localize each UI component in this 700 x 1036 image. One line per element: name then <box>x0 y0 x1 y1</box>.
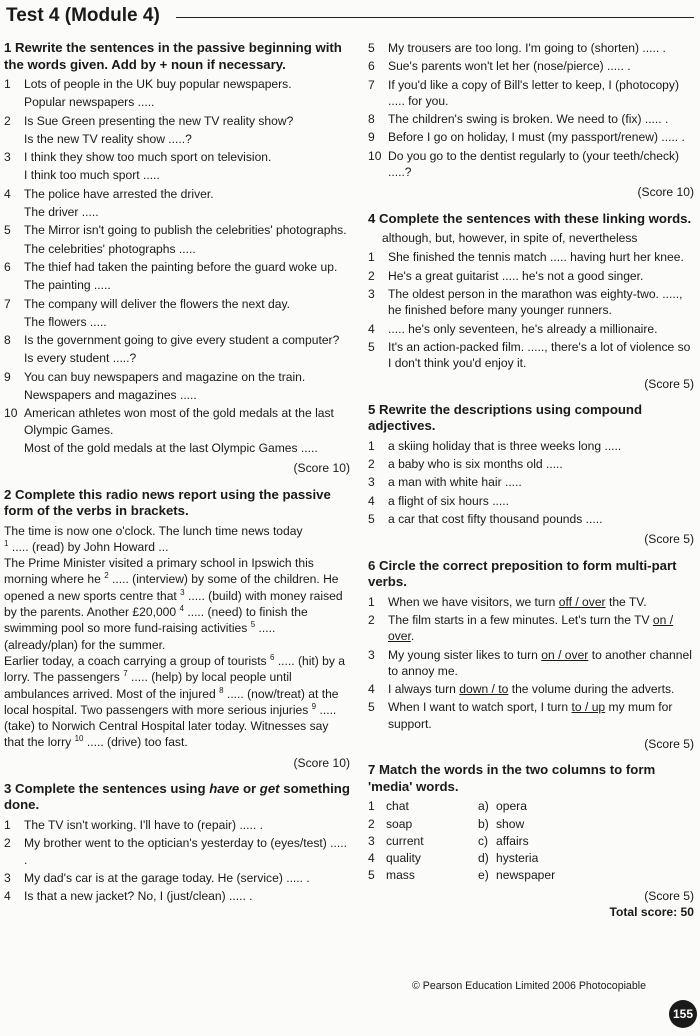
section-4-list <box>368 249 694 371</box>
section-1-score: (Score 10) <box>293 461 350 476</box>
item-text: The police have arrested the driver. <box>24 186 214 201</box>
match-right-word: affairs <box>496 833 529 848</box>
item-number: 2 <box>368 457 375 472</box>
item-text: My dad's car is at the garage today. He (service) ..... . <box>24 870 310 885</box>
item-text: He's a great guitarist ..... he's not a good singer. <box>388 268 644 283</box>
section-2-score: (Score 10) <box>293 755 350 770</box>
item-number: 1 <box>4 77 11 91</box>
list-item <box>368 456 694 472</box>
item-number: 4 <box>368 321 375 336</box>
preposition-choice[interactable]: on / over <box>388 612 674 644</box>
match-left-number: 3 <box>368 833 375 848</box>
section-5-heading: 5 Rewrite the descriptions using compound adjectives. <box>368 401 643 434</box>
item-text: The company will deliver the flowers the next day. <box>24 296 290 311</box>
item-number: 7 <box>4 296 11 311</box>
list-item <box>4 369 350 385</box>
list-item <box>368 129 694 145</box>
list-item <box>368 40 694 56</box>
preposition-choice[interactable]: down / to <box>459 682 509 697</box>
list-item <box>368 77 694 110</box>
match-left-number: 2 <box>368 816 375 831</box>
item-text: American athletes won most of the gold medals at the last Olympic Games. <box>24 406 334 437</box>
list-item <box>368 474 694 490</box>
match-right-word: opera <box>496 799 527 814</box>
item-text: You can buy newspapers and magazine on the train. <box>24 369 306 384</box>
item-text: She finished the tennis match ..... having hurt her knee. <box>388 250 684 265</box>
section-3-list-continued <box>368 40 694 180</box>
list-item <box>368 286 694 319</box>
list-item <box>368 148 694 181</box>
list-item <box>4 186 350 202</box>
list-item <box>4 296 350 312</box>
item-text: Do you go to the dentist regularly to (your teeth/check) .....? <box>388 148 680 180</box>
list-item <box>4 76 350 92</box>
match-right-word: newspaper <box>496 868 556 883</box>
item-text: The Mirror isn't going to publish the celebrities' photographs. <box>24 223 347 238</box>
total-score: Total score: 50 <box>609 905 694 920</box>
item-text: a skiing holiday that is three weeks long ..... <box>388 438 622 453</box>
item-text: Is that a new jacket? No, I (just/clean) ..... . <box>24 889 253 904</box>
copyright-footer: © Pearson Education Limited 2006 Photocopiable <box>412 980 646 992</box>
match-left-number: 5 <box>368 868 375 883</box>
item-text: It's an action-packed film. ....., there's a lot of violence so I don't think you'd enjoy it. <box>388 339 691 371</box>
item-number: 7 <box>368 77 375 92</box>
list-item: 1 When we have visitors, we turn off / over the TV. <box>368 594 647 609</box>
list-item <box>368 58 694 74</box>
list-item <box>368 511 694 527</box>
item-number: 2 <box>368 268 375 283</box>
item-number: 4 <box>368 493 375 508</box>
match-left-number: 4 <box>368 851 375 866</box>
list-item <box>368 438 694 454</box>
item-number: 3 <box>4 870 11 885</box>
list-item <box>4 405 350 438</box>
list-item: 5 When I want to watch sport, I turn to / up my mum for support. <box>368 700 673 731</box>
section-3-heading: 3 Complete the sentences using have or get something done. <box>4 780 350 813</box>
list-item <box>4 835 350 868</box>
item-number: 4 <box>4 889 11 904</box>
item-number: 9 <box>4 369 11 384</box>
right-column <box>368 40 694 920</box>
item-number: 6 <box>368 59 375 74</box>
page-number: 155 <box>669 1000 697 1028</box>
item-text: Sue's parents won't let her (nose/pierce) ..... . <box>388 59 631 74</box>
item-number: 8 <box>4 333 11 348</box>
list-item <box>4 113 350 129</box>
section-1-heading: 1 Rewrite the sentences in the passive beginning with the words given. Add by + noun if necessary. <box>4 40 342 72</box>
item-text: The oldest person in the marathon was eighty-two. ....., he finished before many younger runners. <box>388 287 683 318</box>
item-number: 3 <box>368 475 375 490</box>
item-number: 1 <box>368 438 375 453</box>
item-number: 9 <box>368 130 375 145</box>
match-right-word: hysteria <box>496 851 539 866</box>
list-item <box>368 321 694 337</box>
item-number: 5 <box>4 223 11 238</box>
item-prompt: The driver ..... <box>24 205 99 220</box>
linking-words: although, but, however, in spite of, nevertheless <box>382 231 638 246</box>
match-right-letter: b) <box>478 816 489 831</box>
item-text: Is the government going to give every student a computer? <box>24 333 340 348</box>
item-number: 1 <box>4 817 11 832</box>
page-title: Test 4 (Module 4) <box>6 5 160 26</box>
match-left-word: current <box>386 833 424 848</box>
item-number: 5 <box>368 512 375 527</box>
item-text: My brother went to the optician's yesterday to (eyes/test) ..... . <box>24 836 347 867</box>
preposition-choice[interactable]: to / up <box>571 700 606 715</box>
section-5-list <box>368 438 694 527</box>
match-left-word: quality <box>386 851 421 866</box>
news-paragraph-1: The time is now one o'clock. The lunch time news today $^1$ ..... (read) by John Howard ... <box>4 523 303 554</box>
item-number: 8 <box>368 112 375 127</box>
item-prompt: Newspapers and magazines ..... <box>24 388 197 403</box>
item-prompt: The flowers ..... <box>24 314 107 329</box>
list-item: 4 I always turn down / to the volume during the adverts. <box>368 682 675 697</box>
section-3-list <box>4 817 350 904</box>
section-4-heading: 4 Complete the sentences with these linking words. <box>368 210 692 226</box>
item-text: Lots of people in the UK buy popular newspapers. <box>24 77 292 91</box>
list-item <box>4 870 350 886</box>
item-number: 1 <box>368 250 375 265</box>
section-7-heading: 7 Match the words in the two columns to form 'media' words. <box>368 762 656 794</box>
item-prompt: The celebrities' photographs ..... <box>24 241 196 256</box>
item-number: 5 <box>368 41 375 55</box>
section-6-heading: 6 Circle the correct preposition to form multi-part verbs. <box>368 557 677 590</box>
list-item <box>368 268 694 284</box>
list-item <box>4 259 350 275</box>
match-left-number: 1 <box>368 799 375 814</box>
preposition-choice[interactable]: on / over <box>541 647 589 662</box>
section-3-score: (Score 10) <box>637 185 694 200</box>
section-1-list <box>4 76 350 456</box>
match-left-word: mass <box>386 868 415 883</box>
item-text: The children's swing is broken. We need to (fix) ..... . <box>388 112 669 127</box>
item-number: 6 <box>4 259 11 274</box>
list-item <box>4 149 350 165</box>
item-text: a car that cost fifty thousand pounds ..... <box>388 512 603 527</box>
item-number: 4 <box>4 186 11 201</box>
match-left-word: chat <box>386 799 409 814</box>
match-left-word: soap <box>386 816 413 831</box>
title-rule <box>176 17 694 18</box>
item-text: Is Sue Green presenting the new TV reality show? <box>24 113 294 128</box>
item-number: 2 <box>4 836 11 851</box>
item-text: Before I go on holiday, I must (my passport/renew) ..... . <box>388 130 685 145</box>
section-7-score: (Score 5) <box>644 888 694 903</box>
match-right-letter: a) <box>478 799 489 814</box>
list-item: 2 The film starts in a few minutes. Let's turn the TV on / over. <box>368 612 674 644</box>
item-number: 10 <box>368 148 382 163</box>
item-prompt: I think too much sport ..... <box>24 168 160 183</box>
item-text: ..... he's only seventeen, he's already a millionaire. <box>388 321 658 336</box>
item-text: a baby who is six months old ..... <box>388 457 563 472</box>
item-text: a flight of six hours ..... <box>388 493 509 508</box>
match-right-letter: d) <box>478 851 489 866</box>
item-text: The thief had taken the painting before the guard woke up. <box>24 259 338 274</box>
list-item <box>4 332 350 348</box>
item-text: a man with white hair ..... <box>388 475 522 490</box>
section-4-score: (Score 5) <box>644 376 694 391</box>
list-item <box>4 817 350 833</box>
item-number: 2 <box>4 113 11 128</box>
section-6-score: (Score 5) <box>644 737 694 751</box>
item-text: I think they show too much sport on television. <box>24 150 272 165</box>
section-2-heading: 2 Complete this radio news report using the passive form of the verbs in brackets. <box>4 486 331 519</box>
left-column <box>4 40 350 906</box>
item-prompt: The painting ..... <box>24 278 111 293</box>
match-right-letter: c) <box>478 833 489 848</box>
item-prompt: Is every student .....? <box>24 351 137 366</box>
item-text: If you'd like a copy of Bill's letter to keep, I (photocopy) ..... for you. <box>388 77 679 108</box>
item-prompt: Most of the gold medals at the last Olympic Games ..... <box>24 440 318 455</box>
item-prompt: Popular newspapers ..... <box>24 95 155 110</box>
list-item <box>368 339 694 372</box>
item-number: 3 <box>4 150 11 165</box>
list-item: 3 My young sister likes to turn on / over to another channel to annoy me. <box>368 647 692 678</box>
item-number: 3 <box>368 287 375 302</box>
list-item <box>368 249 694 265</box>
preposition-choice[interactable]: off / over <box>558 594 606 609</box>
item-prompt: Is the new TV reality show .....? <box>24 131 192 146</box>
matching-grid <box>368 798 694 883</box>
section-5-score: (Score 5) <box>644 532 694 547</box>
item-number: 5 <box>368 339 375 354</box>
list-item <box>4 888 350 904</box>
match-right-letter: e) <box>478 868 489 883</box>
item-text: My trousers are too long. I'm going to (shorten) ..... . <box>388 41 666 55</box>
news-paragraph-2: The Prime Minister visited a primary school in Ipswich this morning where he $^2$ ..... (interview) by some of the children. He opened a new sports centre that $^3$ ..... (build) with money raised by the parents. Another £20,000 $^4$ ..... (need) to finish the swimming pool so more fund-raising activities $^5$ ..... (already/plan) for the summer. <box>4 556 343 652</box>
list-item <box>4 222 350 238</box>
match-right-word: show <box>496 816 525 831</box>
item-text: The TV isn't working. I'll have to (repair) ..... . <box>24 817 263 832</box>
item-number: 10 <box>4 406 18 421</box>
news-paragraph-3: Earlier today, a coach carrying a group of tourists $^6$ ..... (hit) by a lorry. The passengers $^7$ ..... (help) by local people until ambulances arrived. Most of the injured $^8$ ..... (now/treat) at the local hospital. Two passengers with more serious injuries $^9$ ..... (take) to Norwich Central Hospital later today. Witnesses say that the lorry $^{10}$ ..... (drive) too fast. <box>4 652 346 750</box>
list-item <box>368 493 694 509</box>
list-item <box>368 111 694 127</box>
